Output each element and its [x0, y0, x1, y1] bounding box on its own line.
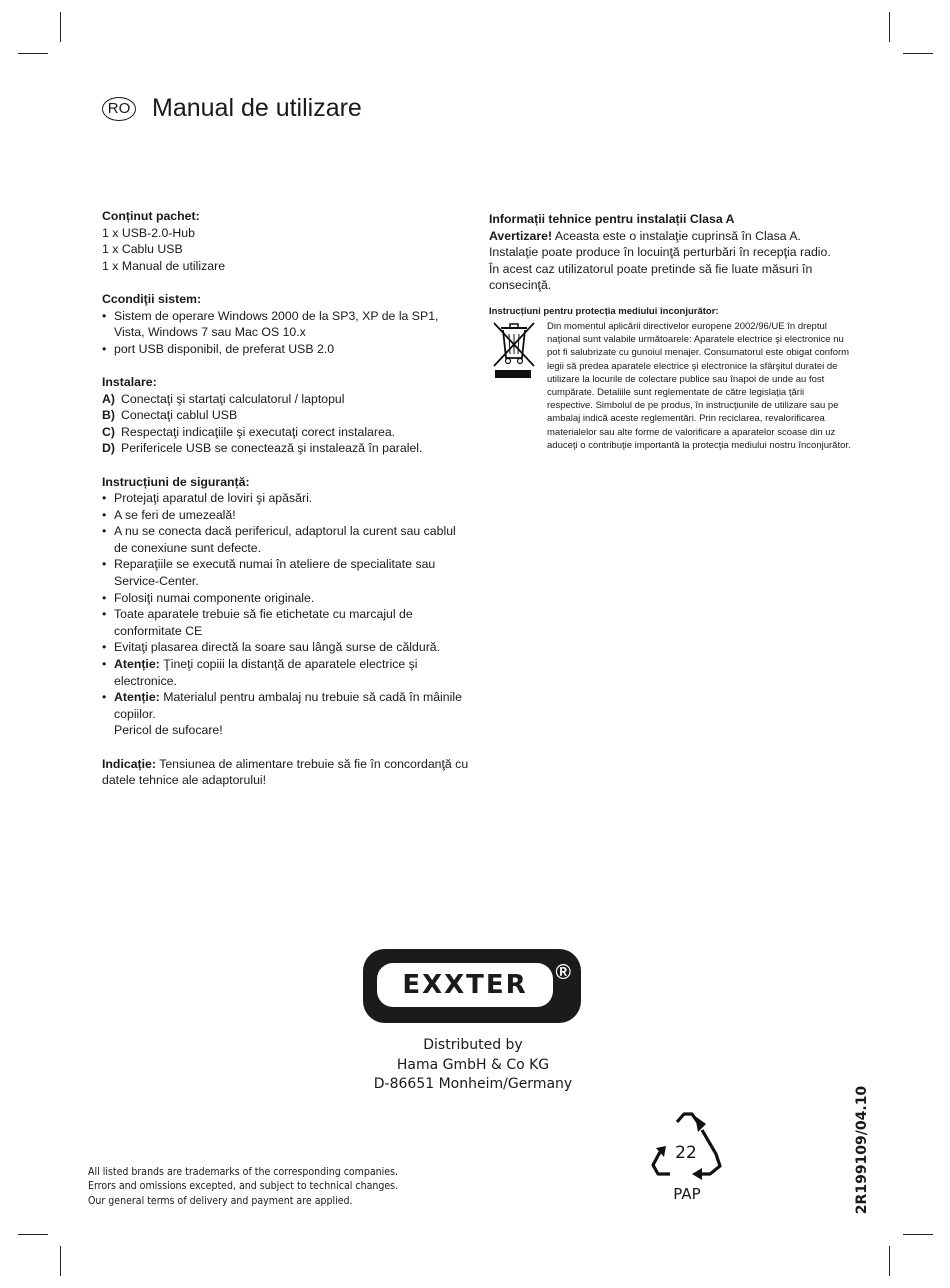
- attention-text-extra: Pericol de sufocare!: [114, 723, 223, 738]
- exxter-logo: [363, 949, 581, 1023]
- safety-item: • A nu se conecta dacă perifericul, adaptorul la curent sau cablul de conexiune sunt defecte.: [102, 523, 472, 556]
- document-number: 2R199109/04.10: [854, 1085, 870, 1215]
- install-step: [102, 407, 472, 424]
- step-text: Respectaţi indicaţiile şi executaţi corect instalarea.: [121, 424, 396, 439]
- distributor-line: Hama GmbH & Co KG: [396, 1056, 550, 1073]
- crop-mark: [60, 12, 61, 42]
- logo-text: EXXTER: [402, 970, 528, 1000]
- package-item: 1 x Manual de utilizare: [102, 258, 226, 273]
- system-list: [102, 308, 472, 358]
- attention-label: Atenție:: [114, 657, 160, 672]
- package-item: 1 x Cablu USB: [102, 242, 183, 257]
- step-letter: D): [102, 441, 115, 456]
- install-step: [102, 424, 472, 441]
- safety-list: [102, 490, 472, 739]
- disclaimer-line: All listed brands are trademarks of the corresponding companies.: [88, 1166, 399, 1178]
- note-text: Tensiunea de alimentare trebuie să fie în concordanţă cu datele tehnice ale adaptorului!: [102, 756, 469, 788]
- step-text: Conectaţi cablul USB: [121, 408, 238, 423]
- warning-text: Aceasta este o instalaţie cuprinsă în Clasa A. Instalaţie poate produce în locuinţă perturbări în recepţia radio.: [489, 228, 831, 260]
- crop-mark: [903, 53, 933, 54]
- install-step: [102, 440, 472, 457]
- safety-item: • Protejaţi aparatul de loviri şi apăsări.: [102, 490, 472, 507]
- step-text: Conectaţi şi startaţi calculatorul / laptopul: [121, 391, 345, 406]
- system-item: • Sistem de operare Windows 2000 de la SP3, XP de la SP1, Vista, Windows 7 sau Mac OS 10.x: [102, 308, 472, 341]
- logo-inner: [377, 963, 553, 1007]
- disclaimer-line: Our general terms of delivery and payment are applied.: [88, 1194, 353, 1207]
- step-letter: A): [102, 391, 115, 406]
- safety-item: • A se feri de umezeală!: [102, 507, 472, 524]
- weee-bar: [495, 370, 531, 378]
- attention-text: Materialul pentru ambalaj nu trebuie să cadă în mâinile copiilor.: [114, 690, 462, 721]
- safety-item: • Evitaţi plasarea directă la soare sau lângă surse de căldură.: [102, 639, 472, 656]
- technical-warning: [489, 228, 851, 261]
- distributor-line: D-86651 Monheim/Germany: [373, 1076, 573, 1092]
- distributor-line: Distributed by: [423, 1037, 523, 1053]
- step-text: Perifericele USB se conectează şi instalează în paralel.: [121, 441, 423, 456]
- attention-label: Atenție:: [114, 690, 160, 705]
- system-title: Ccondiţii sistem:: [102, 291, 202, 306]
- safety-title: Instrucțiuni de siguranță:: [102, 474, 250, 489]
- crop-mark: [889, 1246, 890, 1276]
- step-letter: C): [102, 424, 115, 439]
- safety-item: • Reparaţiile se execută numai în ateliere de specialitate sau Service-Center.: [102, 556, 472, 589]
- crop-mark: [18, 53, 48, 54]
- registered-mark: ®: [555, 961, 571, 984]
- system-item: • port USB disponibil, de preferat USB 2.0: [102, 341, 472, 358]
- distributor-block: [330, 1036, 616, 1095]
- environment-block: [489, 320, 851, 452]
- install-title: Instalare:: [102, 374, 157, 389]
- environment-text: Din momentul aplicării directivelor europene 2002/96/UE în dreptul naţional sunt valabile următoarele: Aparatele electrice şi electronice nu pot fi salubrizate cu gunoiul menajer. Consumatorul este obigat conform legii să predea aparatele electrice şi electronice la sfârşitul duratei de utilizare la locurile de colectare publice sau înapoi de unde au fost cumpărate. Detaliile sunt reglementate de către legislaţia ţării respective. Simbolul de pe produs, în instrucţiunile de utilizare sau pe ambalaj indică aceste reglementări. Prin reciclarea, revalorificarea materialelor sau alte forme de valorificare a aparatelor scoase din uz aduceţi o contribuţie importantă la protecţia mediului nostru înconjurător.: [547, 320, 851, 451]
- weee-bin-icon: [489, 320, 539, 452]
- safety-item: • Folosiţi numai componente originale.: [102, 590, 472, 607]
- crop-mark: [889, 12, 890, 42]
- right-column: [489, 211, 851, 452]
- disclaimer-line: Errors and omissions excepted, and subject to technical changes.: [88, 1180, 399, 1193]
- language-badge: RO: [102, 97, 136, 121]
- crop-mark: [60, 1246, 61, 1276]
- recycle-code: 22: [675, 1143, 697, 1163]
- safety-item: • Toate aparatele trebuie să fie etichetate cu marcajul de conformitate CE: [102, 606, 472, 639]
- crop-mark: [903, 1234, 933, 1235]
- note-section: [102, 756, 472, 789]
- page-header: [102, 94, 362, 123]
- install-section: [102, 374, 472, 457]
- install-step: [102, 391, 472, 408]
- safety-section: [102, 474, 472, 740]
- safety-attention-item: [102, 689, 472, 739]
- page-title: Manual de utilizare: [152, 94, 362, 122]
- technical-title: Informații tehnice pentru instalații Clasa A: [489, 212, 735, 226]
- left-column: [102, 208, 472, 805]
- warning-label: Avertizare!: [489, 228, 553, 243]
- safety-attention-item: [102, 656, 472, 689]
- crop-mark: [18, 1234, 48, 1235]
- note-label: Indicație:: [102, 756, 156, 771]
- environment-title: Instrucțiuni pentru protecția mediului înconjurător:: [489, 305, 719, 317]
- warning-text-2: În acest caz utilizatorul poate pretinde să fie luate măsuri în consecinţă.: [489, 261, 813, 293]
- package-section: [102, 208, 472, 274]
- system-section: [102, 291, 472, 357]
- recycle-label: PAP: [673, 1185, 701, 1203]
- package-title: Conținut pachet:: [102, 209, 200, 223]
- step-letter: B): [102, 408, 115, 423]
- attention-text: Ţineţi copiii la distanţă de aparatele electrice şi electronice.: [114, 657, 418, 688]
- disclaimer: [88, 1165, 398, 1208]
- package-item: 1 x USB-2.0-Hub: [102, 225, 195, 240]
